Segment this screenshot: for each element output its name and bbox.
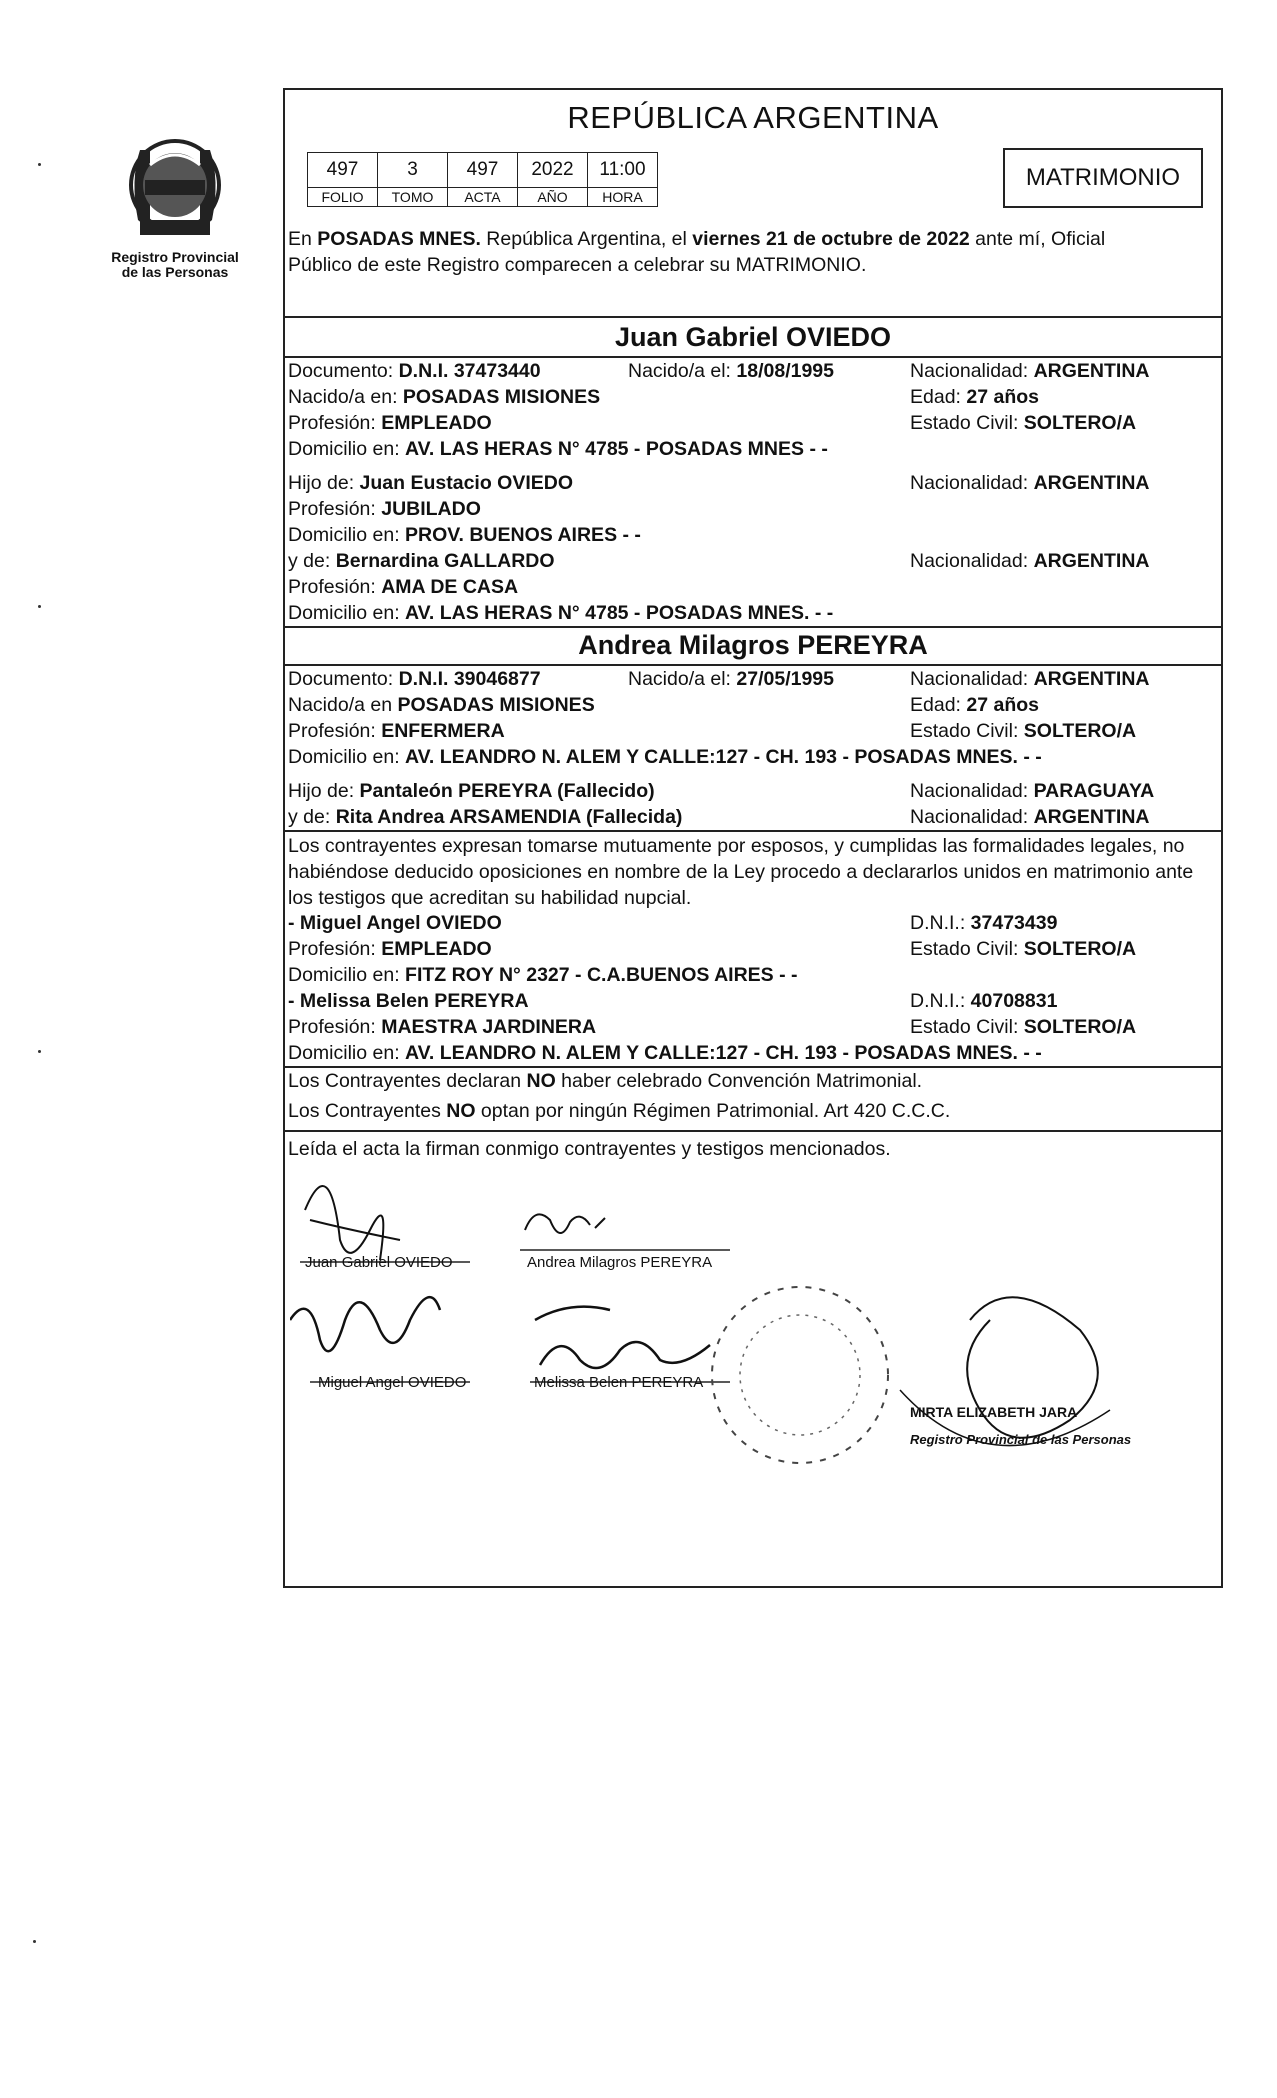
groom-nationality: Nacionalidad: ARGENTINA: [910, 360, 1150, 382]
groom-age: Edad: 27 años: [910, 386, 1040, 408]
convention-line-1: Los Contrayentes declaran NO haber celebrado Convención Matrimonial.: [288, 1070, 923, 1092]
bride-signature-label: Andrea Milagros PEREYRA: [527, 1254, 713, 1271]
bride-civil-status: Estado Civil: SOLTERO/A: [910, 720, 1137, 742]
bride-mother: y de: Rita Andrea ARSAMENDIA (Fallecida): [288, 806, 683, 828]
folio-value: 497: [308, 153, 378, 188]
margin-dot: [38, 605, 41, 608]
divider: [283, 356, 1223, 358]
groom-birthdate: Nacido/a el: 18/08/1995: [628, 360, 835, 382]
bride-birthdate: Nacido/a el: 27/05/1995: [628, 668, 835, 690]
acta-value: 497: [448, 153, 518, 188]
groom-father-profession: Profesión: JUBILADO: [288, 498, 481, 520]
witness-1-civil-status: Estado Civil: SOLTERO/A: [910, 938, 1137, 960]
witness-2-dni: D.N.I.: 40708831: [910, 990, 1058, 1012]
groom-father-address: Domicilio en: PROV. BUENOS AIRES - -: [288, 524, 641, 546]
hour-value: 11:00: [588, 153, 658, 188]
witness-2-signature-label: Melissa Belen PEREYRA: [534, 1374, 704, 1391]
groom-document: Documento: D.N.I. 37473440: [288, 360, 541, 382]
groom-address: Domicilio en: AV. LAS HERAS N° 4785 - POSADAS MNES - -: [288, 438, 828, 460]
groom-civil-status: Estado Civil: SOLTERO/A: [910, 412, 1137, 434]
bride-nationality: Nacionalidad: ARGENTINA: [910, 668, 1150, 690]
witness-2-address: Domicilio en: AV. LEANDRO N. ALEM Y CALLE:127 - CH. 193 - POSADAS MNES. - -: [288, 1042, 1042, 1064]
bride-profession: Profesión: ENFERMERA: [288, 720, 505, 742]
acta-label: ACTA: [448, 188, 518, 207]
groom-signature-label: Juan Gabriel OVIEDO: [305, 1254, 453, 1271]
witness-2-civil-status: Estado Civil: SOLTERO/A: [910, 1016, 1137, 1038]
declaration-text: Los contrayentes expresan tomarse mutuamente por esposos, y cumplidas las formalidades legales, no habiéndose deducido oposiciones en nombre de la Ley procedo a declararlos unidos en matrimonio ante los testigos que acreditan su habilidad nupcial.: [288, 835, 1194, 909]
bride-mother-nationality: Nacionalidad: ARGENTINA: [910, 806, 1150, 828]
record-type-badge: MATRIMONIO: [1003, 148, 1203, 208]
bride-birthplace: Nacido/a en POSADAS MISIONES: [288, 694, 595, 716]
signatures-area: [290, 1150, 1230, 1590]
margin-dot: [38, 1050, 41, 1053]
witness-1-dni: D.N.I.: 37473439: [910, 912, 1058, 934]
groom-profession: Profesión: EMPLEADO: [288, 412, 492, 434]
hour-label: HORA: [588, 188, 658, 207]
official-title: Registro Provincial de las Personas: [910, 1432, 1132, 1447]
bride-age: Edad: 27 años: [910, 694, 1040, 716]
divider: [283, 316, 1223, 318]
intro-line-1: En POSADAS MNES. República Argentina, el viernes 21 de octubre de 2022 ante mí, Oficial: [288, 228, 1106, 250]
groom-mother-address: Domicilio en: AV. LAS HERAS N° 4785 - POSADAS MNES. - -: [288, 602, 834, 624]
witness-1-address: Domicilio en: FITZ ROY N° 2327 - C.A.BUENOS AIRES - -: [288, 964, 798, 986]
groom-mother-profession: Profesión: AMA DE CASA: [288, 576, 519, 598]
record-metadata-table: [307, 152, 658, 207]
witness-1-name: - Miguel Angel OVIEDO: [288, 912, 502, 934]
tomo-value: 3: [378, 153, 448, 188]
year-value: 2022: [518, 153, 588, 188]
witness-1-signature-label: Miguel Angel OVIEDO: [318, 1374, 467, 1391]
logo-caption: Registro Provincial de las Personas: [111, 249, 239, 280]
groom-mother-nationality: Nacionalidad: ARGENTINA: [910, 550, 1150, 572]
groom-father-nationality: Nacionalidad: ARGENTINA: [910, 472, 1150, 494]
convention-line-2: Los Contrayentes NO optan por ningún Régimen Patrimonial. Art 420 C.C.C.: [288, 1100, 951, 1122]
divider: [283, 830, 1223, 832]
divider: [283, 1130, 1223, 1132]
year-label: AÑO: [518, 188, 588, 207]
divider: [283, 664, 1223, 666]
groom-father: Hijo de: Juan Eustacio OVIEDO: [288, 472, 574, 494]
margin-dot: [33, 1940, 36, 1943]
bride-father: Hijo de: Pantaleón PEREYRA (Fallecido): [288, 780, 655, 802]
divider: [283, 1066, 1223, 1068]
witness-1-profession: Profesión: EMPLEADO: [288, 938, 492, 960]
tomo-label: TOMO: [378, 188, 448, 207]
groom-birthplace: Nacido/a en: POSADAS MISIONES: [288, 386, 601, 408]
signing-statement: Leída el acta la firman conmigo contrayentes y testigos mencionados.: [288, 1138, 891, 1160]
page-title: REPÚBLICA ARGENTINA: [567, 100, 939, 135]
witness-2-name: - Melissa Belen PEREYRA: [288, 990, 529, 1012]
bride-father-nationality: Nacionalidad: PARAGUAYA: [910, 780, 1155, 802]
divider: [283, 626, 1223, 628]
groom-name-heading: Juan Gabriel OVIEDO: [614, 322, 892, 352]
bride-document: Documento: D.N.I. 39046877: [288, 668, 541, 690]
bride-address: Domicilio en: AV. LEANDRO N. ALEM Y CALLE:127 - CH. 193 - POSADAS MNES. - -: [288, 746, 1042, 768]
folio-label: FOLIO: [308, 188, 378, 207]
intro-line-2: Público de este Registro comparecen a celebrar su MATRIMONIO.: [288, 254, 867, 276]
margin-dot: [38, 163, 41, 166]
groom-mother: y de: Bernardina GALLARDO: [288, 550, 555, 572]
official-name: MIRTA ELIZABETH JARA: [910, 1404, 1078, 1420]
bride-name-heading: Andrea Milagros PEREYRA: [578, 630, 928, 660]
witness-2-profession: Profesión: MAESTRA JARDINERA: [288, 1016, 597, 1038]
